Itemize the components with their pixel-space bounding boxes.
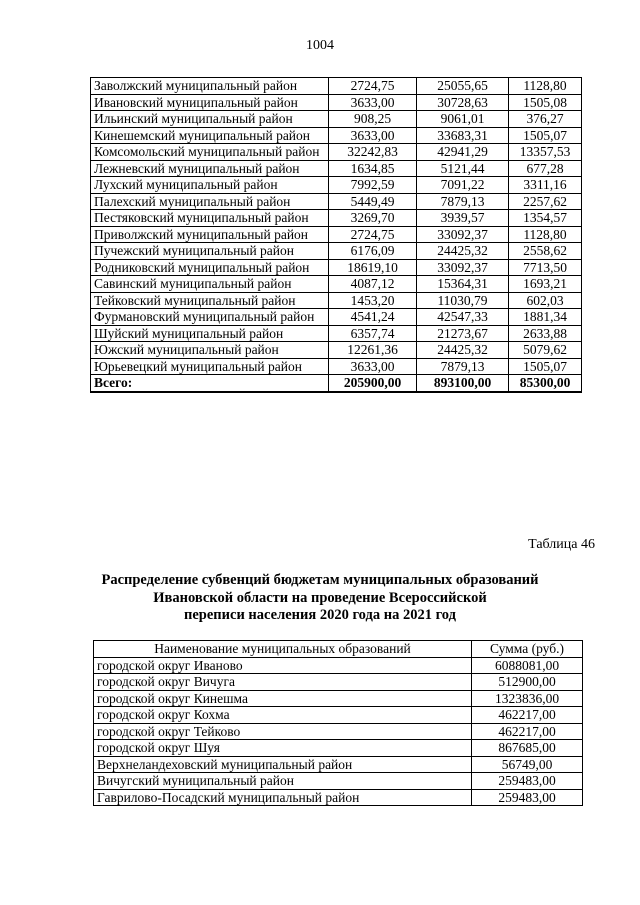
table-row xyxy=(94,723,583,740)
table-caption xyxy=(60,572,580,625)
value-cell: 3633,00 xyxy=(329,127,417,144)
value-cell: 2724,75 xyxy=(329,226,417,243)
value-cell: 3311,16 xyxy=(509,177,582,194)
value-cell: 32242,83 xyxy=(329,144,417,161)
district-name: Фурмановский муниципальный район xyxy=(91,309,329,326)
table-body xyxy=(94,657,583,806)
value-cell: 33092,37 xyxy=(417,259,509,276)
value-cell: 4541,24 xyxy=(329,309,417,326)
caption-line: Распределение субвенций бюджетам муниципальных образований xyxy=(101,572,539,588)
value-cell: 25055,65 xyxy=(417,78,509,95)
district-name: Заволжский муниципальный район xyxy=(91,78,329,95)
district-name: Савинский муниципальный район xyxy=(91,276,329,293)
table-row xyxy=(91,259,582,276)
district-name: Ильинский муниципальный район xyxy=(91,111,329,128)
value-cell: 3269,70 xyxy=(329,210,417,227)
municipality-name: городской округ Шуя xyxy=(94,740,472,757)
value-cell: 7879,13 xyxy=(417,358,509,375)
value-cell: 33092,37 xyxy=(417,226,509,243)
value-cell: 1354,57 xyxy=(509,210,582,227)
district-name: Тейковский муниципальный район xyxy=(91,292,329,309)
value-cell: 1505,07 xyxy=(509,127,582,144)
caption-line: Ивановской области на проведение Всероссийской xyxy=(153,589,487,606)
value-cell: 4087,12 xyxy=(329,276,417,293)
value-cell: 5121,44 xyxy=(417,160,509,177)
sum-cell: 259483,00 xyxy=(472,789,583,806)
value-cell: 24425,32 xyxy=(417,243,509,260)
value-cell: 1453,20 xyxy=(329,292,417,309)
district-name: Ивановский муниципальный район xyxy=(91,94,329,111)
table-row xyxy=(91,292,582,309)
value-cell: 6357,74 xyxy=(329,325,417,342)
total-row xyxy=(91,375,582,392)
value-cell: 30728,63 xyxy=(417,94,509,111)
value-cell: 33683,31 xyxy=(417,127,509,144)
value-cell: 7992,59 xyxy=(329,177,417,194)
table-row xyxy=(91,144,582,161)
value-cell: 42547,33 xyxy=(417,309,509,326)
header-sum: Сумма (руб.) xyxy=(472,641,583,658)
table-row xyxy=(91,177,582,194)
value-cell: 11030,79 xyxy=(417,292,509,309)
value-cell: 21273,67 xyxy=(417,325,509,342)
subvention-table-continued xyxy=(90,77,582,393)
total-value: 85300,00 xyxy=(509,375,582,392)
total-label: Всего: xyxy=(91,375,329,392)
table-row xyxy=(94,789,583,806)
value-cell: 9061,01 xyxy=(417,111,509,128)
table-row xyxy=(91,193,582,210)
sum-cell: 512900,00 xyxy=(472,674,583,691)
table-row xyxy=(91,276,582,293)
value-cell: 2558,62 xyxy=(509,243,582,260)
district-name: Пучежский муниципальный район xyxy=(91,243,329,260)
value-cell: 376,27 xyxy=(509,111,582,128)
value-cell: 1128,80 xyxy=(509,226,582,243)
value-cell: 7713,50 xyxy=(509,259,582,276)
sum-cell: 259483,00 xyxy=(472,773,583,790)
value-cell: 2633,88 xyxy=(509,325,582,342)
municipality-name: Гаврилово-Посадский муниципальный район xyxy=(94,789,472,806)
page-number: 1004 xyxy=(306,38,334,53)
value-cell: 42941,29 xyxy=(417,144,509,161)
district-name: Пестяковский муниципальный район xyxy=(91,210,329,227)
sum-cell: 867685,00 xyxy=(472,740,583,757)
sum-cell: 462217,00 xyxy=(472,707,583,724)
table-row xyxy=(91,111,582,128)
municipality-name: Верхнеландеховский муниципальный район xyxy=(94,756,472,773)
value-cell: 7879,13 xyxy=(417,193,509,210)
district-name: Лежневский муниципальный район xyxy=(91,160,329,177)
value-cell: 3633,00 xyxy=(329,358,417,375)
value-cell: 1505,08 xyxy=(509,94,582,111)
value-cell: 1128,80 xyxy=(509,78,582,95)
municipality-name: городской округ Иваново xyxy=(94,657,472,674)
sum-cell: 56749,00 xyxy=(472,756,583,773)
district-name: Юрьевецкий муниципальный район xyxy=(91,358,329,375)
district-name: Южский муниципальный район xyxy=(91,342,329,359)
table-row xyxy=(91,226,582,243)
value-cell: 7091,22 xyxy=(417,177,509,194)
caption-line: переписи населения 2020 года на 2021 год xyxy=(184,607,456,623)
header-row xyxy=(94,641,583,658)
table-row xyxy=(91,94,582,111)
table-row xyxy=(94,740,583,757)
table-row xyxy=(94,707,583,724)
district-name: Лухский муниципальный район xyxy=(91,177,329,194)
table-row xyxy=(91,325,582,342)
value-cell: 1505,07 xyxy=(509,358,582,375)
value-cell: 908,25 xyxy=(329,111,417,128)
municipality-name: городской округ Тейково xyxy=(94,723,472,740)
value-cell: 677,28 xyxy=(509,160,582,177)
table-row xyxy=(91,358,582,375)
value-cell: 5449,49 xyxy=(329,193,417,210)
value-cell: 18619,10 xyxy=(329,259,417,276)
value-cell: 1693,21 xyxy=(509,276,582,293)
value-cell: 602,03 xyxy=(509,292,582,309)
value-cell: 1634,85 xyxy=(329,160,417,177)
sum-cell: 1323836,00 xyxy=(472,690,583,707)
table-row xyxy=(91,78,582,95)
value-cell: 15364,31 xyxy=(417,276,509,293)
table-body xyxy=(91,78,582,392)
table-row xyxy=(91,309,582,326)
value-cell: 2724,75 xyxy=(329,78,417,95)
district-name: Комсомольский муниципальный район xyxy=(91,144,329,161)
value-cell: 1881,34 xyxy=(509,309,582,326)
district-name: Шуйский муниципальный район xyxy=(91,325,329,342)
table-row xyxy=(91,342,582,359)
total-value: 205900,00 xyxy=(329,375,417,392)
municipality-name: городской округ Кохма xyxy=(94,707,472,724)
value-cell: 2257,62 xyxy=(509,193,582,210)
table-row xyxy=(94,773,583,790)
table-row xyxy=(91,243,582,260)
district-name: Родниковский муниципальный район xyxy=(91,259,329,276)
sum-cell: 6088081,00 xyxy=(472,657,583,674)
municipality-name: городской округ Вичуга xyxy=(94,674,472,691)
value-cell: 6176,09 xyxy=(329,243,417,260)
value-cell: 12261,36 xyxy=(329,342,417,359)
municipality-name: Вичугский муниципальный район xyxy=(94,773,472,790)
header-name: Наименование муниципальных образований xyxy=(94,641,472,658)
census-subvention-table xyxy=(93,640,583,806)
table-number-label: Таблица 46 xyxy=(528,537,595,552)
value-cell: 13357,53 xyxy=(509,144,582,161)
value-cell: 5079,62 xyxy=(509,342,582,359)
district-name: Кинешемский муниципальный район xyxy=(91,127,329,144)
table-row xyxy=(94,657,583,674)
district-name: Приволжский муниципальный район xyxy=(91,226,329,243)
table-row xyxy=(91,127,582,144)
total-value: 893100,00 xyxy=(417,375,509,392)
table-row xyxy=(94,756,583,773)
table-row xyxy=(91,210,582,227)
table-row xyxy=(94,690,583,707)
value-cell: 3939,57 xyxy=(417,210,509,227)
table-row xyxy=(91,160,582,177)
value-cell: 3633,00 xyxy=(329,94,417,111)
value-cell: 24425,32 xyxy=(417,342,509,359)
sum-cell: 462217,00 xyxy=(472,723,583,740)
municipality-name: городской округ Кинешма xyxy=(94,690,472,707)
district-name: Палехский муниципальный район xyxy=(91,193,329,210)
table-row xyxy=(94,674,583,691)
